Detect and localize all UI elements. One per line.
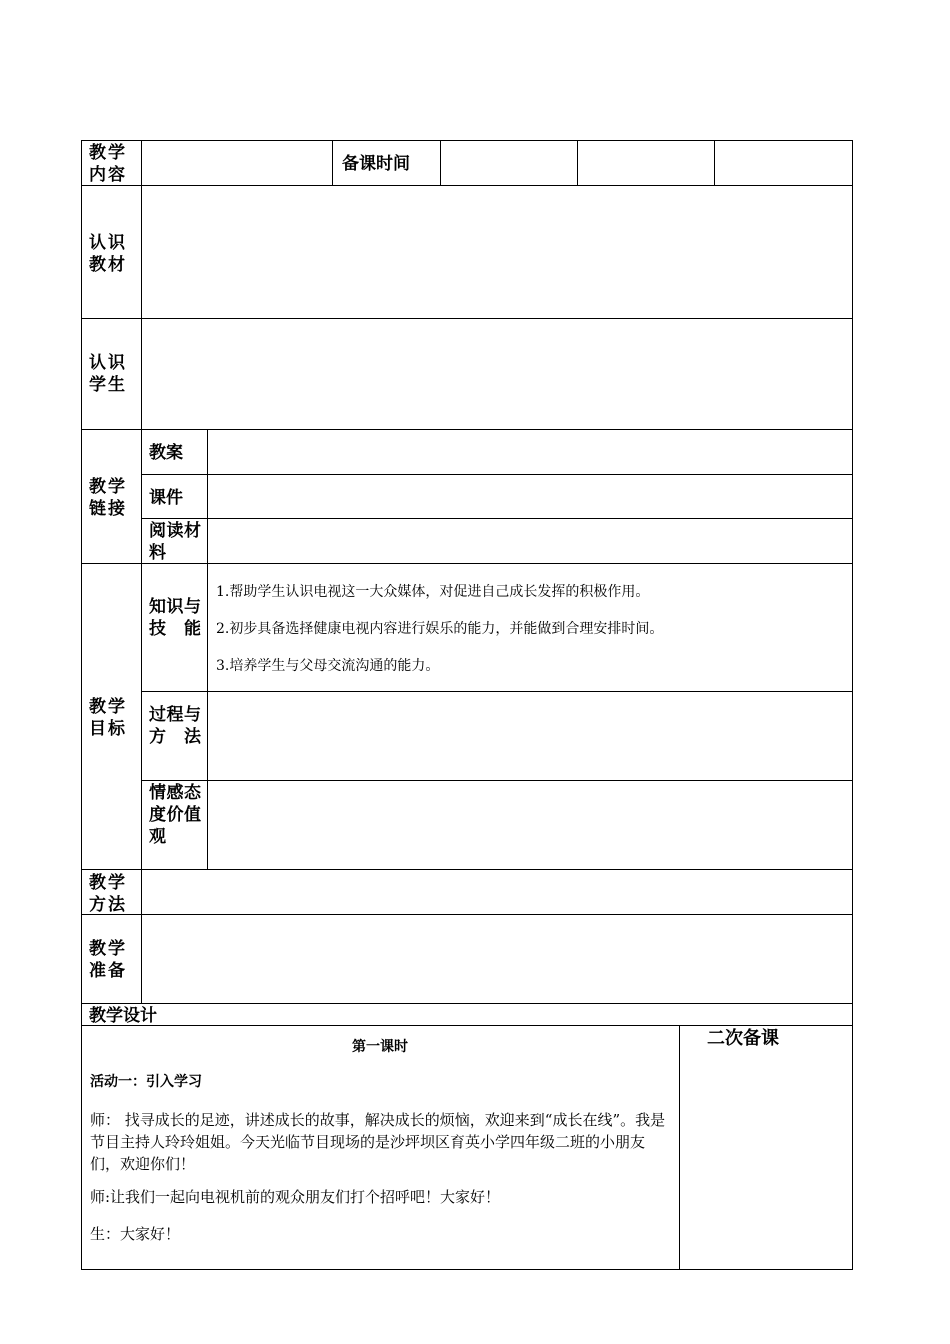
- col-divider: [141, 140, 142, 903]
- row-divider: [141, 691, 853, 692]
- knowledge-label: 知识与技能: [149, 597, 201, 639]
- col-divider: [577, 140, 578, 185]
- design-label: 教学设计: [89, 1006, 157, 1026]
- second-prep-label: 二次备课: [707, 1028, 779, 1049]
- students-label: 认识学生: [89, 353, 127, 395]
- content-label: 教学内容: [89, 143, 127, 185]
- col-divider: [141, 869, 142, 1003]
- knowledge-item: 2.初步具备选择健康电视内容进行娱乐的能力，并能做到合理安排时间。: [216, 621, 664, 637]
- lesson-title: 第一课时: [352, 1039, 408, 1055]
- col-divider: [207, 429, 208, 563]
- knowledge-item: 3.培养学生与父母交流沟通的能力。: [216, 658, 440, 674]
- row-divider: [81, 1003, 853, 1004]
- textbook-label: 认识教材: [89, 233, 127, 275]
- col-divider: [332, 140, 333, 185]
- row-divider: [81, 429, 853, 430]
- design-paragraph: 师： 找寻成长的足迹，讲述成长的故事，解决成长的烦恼，欢迎来到“成长在线”。我是节目主持人玲玲姐姐。今天光临节目现场的是沙坪坝区育英小学四年级二班的小朋友们，欢迎你们！: [90, 1111, 666, 1173]
- method-label: 教学方法: [89, 873, 127, 915]
- emotion-label: 情感态度价值观: [149, 783, 201, 847]
- row-divider: [81, 318, 853, 319]
- row-divider: [81, 914, 853, 915]
- design-paragraph: 师:让我们一起向电视机前的观众朋友们打个招呼吧！大家好！: [90, 1188, 501, 1206]
- row-divider: [141, 780, 853, 781]
- col-divider: [440, 140, 441, 185]
- link-label-lesson-plan: 教案: [149, 443, 183, 463]
- prep-time-label: 备课时间: [342, 154, 410, 174]
- col-divider: [679, 1025, 680, 1270]
- row-divider: [141, 474, 853, 475]
- knowledge-item: 1.帮助学生认识电视这一大众媒体，对促进自己成长发挥的积极作用。: [216, 584, 650, 600]
- row-divider: [81, 185, 853, 186]
- col-divider: [714, 140, 715, 185]
- col-divider: [207, 563, 208, 869]
- prep-label: 教学准备: [89, 939, 127, 981]
- process-label: 过程与方法: [149, 705, 201, 747]
- goals-label: 教学目标: [89, 697, 127, 739]
- row-divider: [81, 1025, 853, 1026]
- link-label-courseware: 课件: [149, 488, 183, 508]
- link-label-reading: 阅读材料: [149, 521, 201, 563]
- design-paragraph: 生：大家好！: [90, 1225, 181, 1243]
- row-divider: [141, 518, 853, 519]
- activity-title: 活动一：引入学习: [90, 1074, 202, 1090]
- links-label: 教学链接: [89, 477, 127, 519]
